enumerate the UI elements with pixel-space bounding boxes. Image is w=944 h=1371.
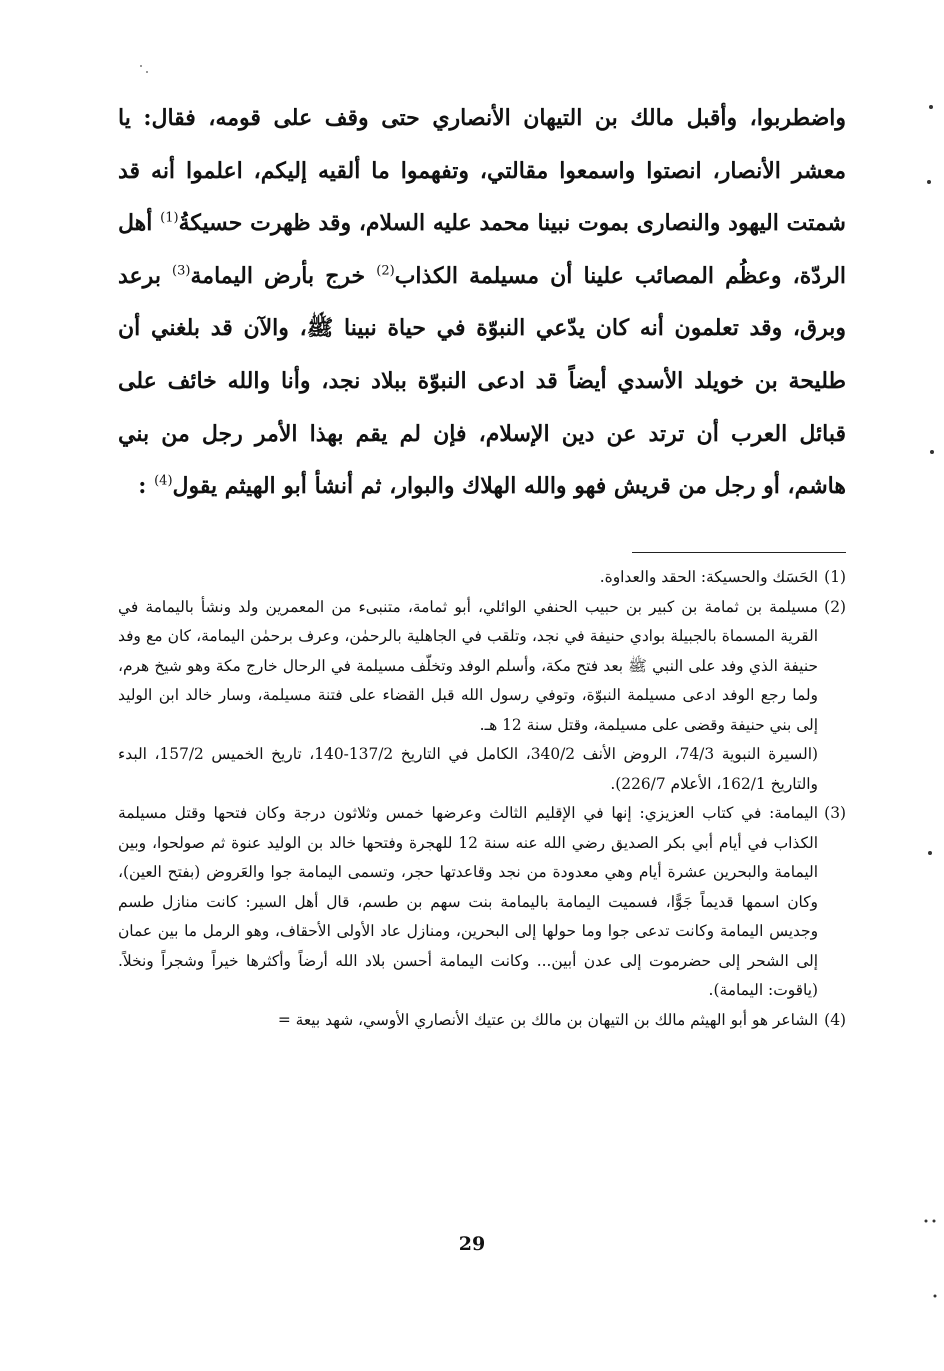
main-text-part-1: واضطربوا، وأقبل مالك بن التيهان الأنصاري حتى وقف على قومه، فقال: يا معشر الأنصار، انصتوا واسمعوا مقالتي، وتفهموا ما ألقيه إليكم، اعلموا أنه قد شمتت اليهود والنصارى بموت نبينا محمد عليه السلام، وقد ظهرت حسيكةُ [118, 105, 846, 237]
footnote-ref-3[interactable]: (3) [172, 263, 191, 279]
footnote-ref-1[interactable]: (1) [160, 210, 179, 226]
footnote-separator [632, 552, 846, 553]
footnote-text: الحَسَك والحسيكة: الحقد والعداوة. [599, 568, 818, 586]
footnote-text: الشاعر هو أبو الهيثم مالك بن التيهان بن مالك بن عتيك الأنصاري الأوسي، شهد بيعة = [277, 1010, 818, 1029]
footnote-4 [118, 1006, 846, 1036]
main-text-part-3: خرج بأرض اليمامة [190, 262, 377, 289]
footnote-ref-4[interactable]: (4) [154, 473, 173, 489]
footnote-1 [118, 563, 846, 593]
footnote-2 [118, 593, 846, 741]
main-paragraph [118, 92, 846, 513]
footnotes [118, 563, 846, 1035]
footnote-ref-2[interactable]: (2) [376, 263, 395, 279]
main-text-part-2: أهل الردّة، وعظُم المصائب علينا أن مسيلمة الكذاب [118, 210, 847, 289]
footnote-number: (2) [824, 597, 846, 616]
page-number: 29 [458, 1233, 486, 1255]
footnote-3 [118, 799, 846, 1006]
footnote-text: اليمامة: في كتاب العزيزي: إنها في الإقليم الثالث وعرضها خمس وثلاثون درجة وكان فتحها وقتل مسيلمة الكذاب في أيام أبي بكر الصديق رضي الله عنه سنة 12 للهجرة وفتحها خالد بن الوليد عنوة ثم صولحوا، وبين اليمامة والبحرين عشرة أيام وهي معدودة من نجد وقاعدتها حجر، وتسمى اليمامة جوا والعَروض (بفتح العين)، وكان اسمها قديماً جَوًّا، فسميت اليمامة باليمامة بنت سهم بن طسم، قال أهل السير: كانت منازل طسم وجديس اليمامة وكانت تدعى جوا وما حولها إلى البحرين، ومنازل عاد الأولى الأحقاف، وهو الرمل ما بين عمان إلى الشحر إلى حضرموت إلى عدن أبين... وكانت اليمامة أحسن بلاد الله أرضاً وأكثرها خيراً وشجراً ونخلاً. (ياقوت: اليمامة). [118, 804, 818, 999]
footnote-number: (3) [824, 804, 846, 822]
main-text-part-5: : [138, 473, 155, 500]
main-text-part-4: برعد وبرق، وقد تعلمون أنه كان يدّعي النبوّة في حياة نبينا ﷺ، والآن قد بلغني أن طليحة بن خويلد الأسدي أيضاً قد ادعى النبوّة ببلاد نجد، وأنا والله خائف على قبائل العرب أن ترتد عن دين الإسلام، فإن لم يقم بهذا الأمر رجل من بني هاشم، أو رجل من قريش فهو والله الهلاك والبوار، ثم أنشأ أبو الهيثم يقول [118, 262, 846, 500]
footnote-number: (1) [824, 568, 846, 586]
footnote-2-sources: (السيرة النبوية 74/3، الروض الأنف 340/2، الكامل في التاريخ 137/2-140، تاريخ الخميس 157/2، البدء والتاريخ 162/1، الأعلام 226/7). [118, 745, 818, 793]
footnote-text: مسيلمة بن ثمامة بن كبير بن حبيب الحنفي الوائلي، أبو ثمامة، متنبىء من المعمرين ولد ونشأ باليمامة في القرية المسماة بالجبيلة بوادي حنيفة في نجد، وتلقب في الجاهلية بالرحمٰن، وعرف برحمٰن اليمامة، كان مع وفد حنيفة الذي وفد على النبي ﷺ بعد فتح مكة، وأسلم الوفد وتخلّف مسيلمة في الرحال خارج مكة وهو شيخ هرم، ولما رجع الوفد ادعى مسيلمة النبوّة، وتوفي رسول الله قبل القضاء على فتنة مسيلمة، وسار خالد ابن الوليد إلى بني حنيفة وقضى على مسيلمة، وقتل سنة 12 هـ. [118, 597, 818, 734]
footnote-number: (4) [824, 1010, 846, 1029]
main-text [118, 92, 846, 513]
